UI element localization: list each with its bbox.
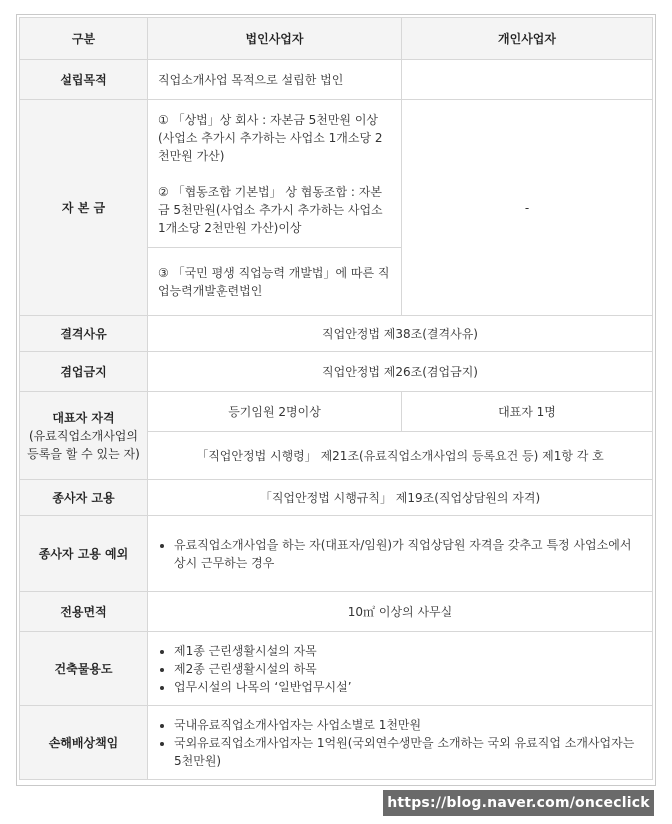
header-individual: 개인사업자 bbox=[402, 18, 653, 60]
employee-label: 종사자 고용 bbox=[20, 480, 148, 516]
row-employee-exception bbox=[20, 516, 653, 592]
representative-corporate: 등기임원 2명이상 bbox=[148, 392, 402, 432]
disqualification-value: 직업안정법 제38조(결격사유) bbox=[148, 316, 653, 352]
row-capital-1 bbox=[20, 100, 653, 248]
building-list bbox=[158, 642, 642, 696]
purpose-corporate: 직업소개사업 목적으로 설립한 법인 bbox=[148, 60, 402, 100]
header-corporate: 법인사업자 bbox=[148, 18, 402, 60]
employee-exception-cell bbox=[148, 516, 653, 592]
blog-url-watermark: https://blog.naver.com/onceclick bbox=[383, 790, 654, 816]
row-employee bbox=[20, 480, 653, 516]
row-concurrent bbox=[20, 352, 653, 392]
representative-label: 대표자 자격 bbox=[52, 410, 115, 425]
list-item: • 제2종 근린생활시설의 하목 bbox=[174, 660, 642, 678]
concurrent-label: 겸업금지 bbox=[20, 352, 148, 392]
representative-sublabel: (유료직업소개사업의 등록을 할 수 있는 자) bbox=[27, 428, 140, 461]
liability-cell bbox=[148, 706, 653, 780]
row-purpose bbox=[20, 60, 653, 100]
header-category: 구분 bbox=[20, 18, 148, 60]
row-representative-1 bbox=[20, 392, 653, 432]
row-building bbox=[20, 632, 653, 706]
list-item: • 유료직업소개사업을 하는 자(대표자/임원)가 직업상담원 자격을 갖추고 특정 사업소에서 상시 근무하는 경우 bbox=[174, 536, 642, 572]
row-liability bbox=[20, 706, 653, 780]
employee-exception-label: 종사자 고용 예외 bbox=[20, 516, 148, 592]
list-item: • 업무시설의 나목의 ‘일반업무시설’ bbox=[174, 678, 642, 696]
liability-list bbox=[158, 716, 642, 770]
disqualification-label: 결격사유 bbox=[20, 316, 148, 352]
purpose-label: 설립목적 bbox=[20, 60, 148, 100]
capital-label: 자 본 금 bbox=[20, 100, 148, 316]
capital-individual: - bbox=[402, 100, 653, 316]
row-disqualification bbox=[20, 316, 653, 352]
list-item: • 국외유료직업소개사업자는 1억원(국외연수생만을 소개하는 국외 유료직업 소개사업자는 5천만원) bbox=[174, 734, 642, 770]
concurrent-value: 직업안정법 제26조(겸업금지) bbox=[148, 352, 653, 392]
capital-item-1: ① 「상법」상 회사 : 자본금 5천만원 이상(사업소 추가시 추가하는 사업소 1개소당 2천만원 가산) bbox=[158, 112, 383, 163]
representative-label-cell bbox=[20, 392, 148, 480]
capital-item-3: ③ 「국민 평생 직업능력 개발법」에 따른 직업능력개발훈련법인 bbox=[148, 248, 402, 316]
purpose-individual bbox=[402, 60, 653, 100]
employee-exception-list bbox=[158, 536, 642, 572]
comparison-table bbox=[19, 17, 653, 780]
building-label: 건축물용도 bbox=[20, 632, 148, 706]
liability-label: 손해배상책임 bbox=[20, 706, 148, 780]
area-value: 10㎡ 이상의 사무실 bbox=[148, 592, 653, 632]
employee-value: 「직업안정법 시행규칙」 제19조(직업상담원의 자격) bbox=[148, 480, 653, 516]
list-item: • 국내유료직업소개사업자는 사업소별로 1천만원 bbox=[174, 716, 642, 734]
representative-individual: 대표자 1명 bbox=[402, 392, 653, 432]
row-area bbox=[20, 592, 653, 632]
building-cell bbox=[148, 632, 653, 706]
area-label: 전용면적 bbox=[20, 592, 148, 632]
capital-item-2: ② 「협동조합 기본법」 상 협동조합 : 자본금 5천만원(사업소 추가시 추가하는 사업소 1개소당 2천만원 가산)이상 bbox=[158, 184, 383, 235]
capital-items-cell bbox=[148, 100, 402, 248]
list-item: • 제1종 근린생활시설의 자목 bbox=[174, 642, 642, 660]
representative-rule: 「직업안정법 시행령」 제21조(유료직업소개사업의 등록요건 등) 제1항 각 호 bbox=[148, 432, 653, 480]
header-row bbox=[20, 18, 653, 60]
